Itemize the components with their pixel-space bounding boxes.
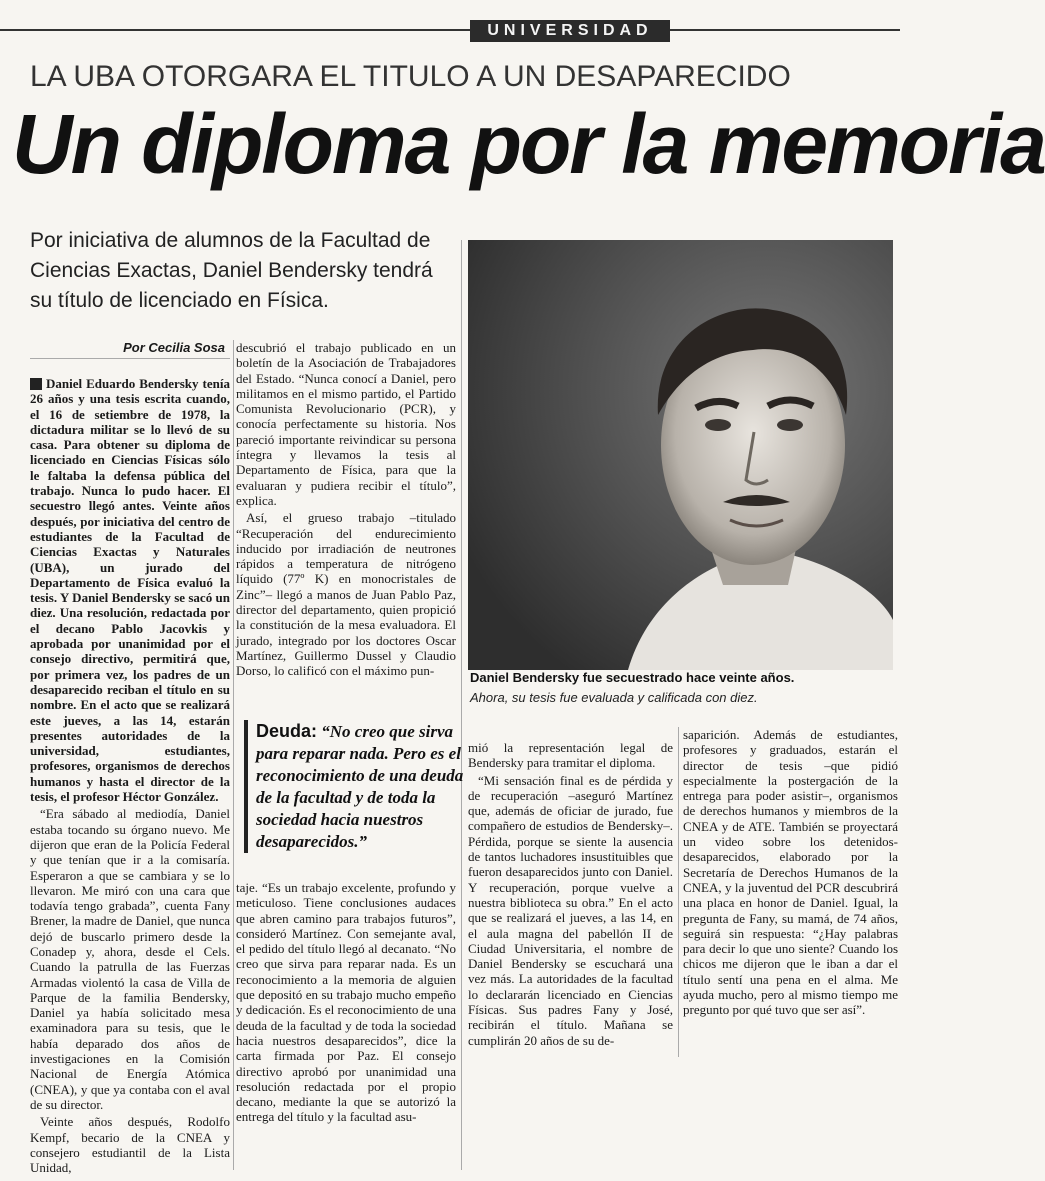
article-column-1 [30, 376, 230, 1177]
photo-subcaption: Ahora, su tesis fue evaluada y calificada con diez. [470, 690, 758, 705]
photo-caption: Daniel Bendersky fue secuestrado hace veinte años. [470, 670, 795, 685]
column-rule [233, 340, 234, 1170]
portrait-photo [468, 240, 893, 670]
column-rule [461, 240, 462, 1170]
article-column-3 [468, 740, 673, 1050]
article-column-2-continued [236, 880, 456, 1127]
headline: Un diploma por la memoria [12, 97, 1045, 191]
column-rule [678, 727, 679, 1057]
dropcap-block [30, 378, 42, 390]
paragraph: “Mi sensación final es de pérdida y de recuperación –aseguró Martínez que, además de oficiar de jurado, fue compañero de estudios de Bendersky–. Pérdida, porque se siente la ausencia de tantos luchadores insustituibles que fueron desaparecidos junto con Daniel. Y recuperación, porque vuelve a nuestra biblioteca su obra.” En el acto que se realizará el jueves, a las 14, en el aula magna del pabellón II de Ciudad Universitaria, el nombre de Daniel Bendersky se escuchará una vez más. La autoridades de la facultad lo declararán licenciado en Ciencias Físicas. Sus padres Fany y José, recibirán el título. Mañana se cumplirán 20 años de su de- [468, 772, 673, 1048]
section-tag: UNIVERSIDAD [470, 20, 670, 42]
paragraph: taje. “Es un trabajo excelente, profundo y meticuloso. Tiene conclusiones audaces que abren camino para trabajos futuros”, consideró Martínez. Con semejante aval, el pedido del título llegó al decanato. “No creo que sirva para reparar nada. Es un reconocimiento a la memoria de alguien que depositó en su trabajo mucho empeño y dedicación. Es el reconocimiento de una deuda de la facultad y de toda la sociedad hacia nuestros desaparecidos”, dice la carta firmada por Paz. El consejo directivo aprobó por unanimidad una resolución redactada por el propio decano, mediante la que se autorizó la entrega del título y la facultad asu- [236, 880, 456, 1125]
article-column-4 [683, 727, 898, 1020]
paragraph: mió la representación legal de Bendersky para tramitar el diploma. [468, 740, 673, 771]
byline: Por Cecilia Sosa [123, 340, 225, 355]
byline-rule [30, 358, 230, 359]
section-rule [0, 29, 900, 31]
portrait-figure [468, 240, 893, 670]
lead-text: Daniel Eduardo Bendersky tenía 26 años y una tesis escrita cuando, el 16 de setiembre de 1978, la dictadura militar se lo llevó de su casa. Para obtener su diploma de licenciado en Ciencias Físicas sólo le faltaba la defensa pública del trabajo. Nunca lo pudo hacer. El secuestro llegó antes. Veinte años después, por iniciativa del centro de estudiantes de la Facultad de Ciencias Exactas y Naturales (UBA), un jurado del Departamento de Física evaluó la tesis. Y Daniel Bendersky se sacó un diez. Una resolución, redactada por el decano Pablo Jacovkis y aprobada por unanimidad por el consejo directivo, permitirá que, por primera vez, los padres de un desaparecido reciban el título en su nombre. En el acto que se realizará este jueves, a las 14, estarán presentes autoridades de la universidad, estudiantes, profesores, organismos de derechos humanos y hasta el director de la tesis, el profesor Héctor González. [30, 376, 230, 805]
kicker: LA UBA OTORGARA EL TITULO A UN DESAPARECIDO [30, 60, 791, 93]
pull-quote-text: “No creo que sirva para reparar nada. Pero es el reconocimiento de una deuda de la facultad y de toda la sociedad hacia nuestros desaparecidos.” [256, 722, 464, 851]
article-column-2 [236, 340, 456, 681]
paragraph: descubrió el trabajo publicado en un boletín de la Asociación de Trabajadores del Estado. “Nunca conocí a Daniel, pero militamos en el mismo partido, el Partido Comunista Revolucionario (PCR), y conocía perfectamente su historia. Nos pareció importante reivindicar su persona íntegra y llevamos la tesis al Departamento de Física, para que la evaluaran y pudiera recibir el título”, explica. [236, 340, 456, 508]
paragraph: Veinte años después, Rodolfo Kempf, becario de la CNEA y consejero estudiantil de la Lista Unidad, [30, 1114, 230, 1176]
paragraph: “Era sábado al mediodía, Daniel estaba tocando su órgano nuevo. Me dijeron que eran de la Policía Federal y que tenían que ir a la comisaría. Esperaron a que se cambiara y se lo llevaron. Me miró con una cara que todavía tengo grabada”, cuenta Fany Brener, la madre de Daniel, que nunca dejó de buscarlo primero desde la Conadep y, ahora, desde el Cels. Cuando la patrulla de las Fuerzas Armadas violentó la casa de Villa de Parque de la familia Bendersky, Daniel ya había solicitado mesa examinadora para su tesis, que le había deparado dos años de investigaciones en la Comisión Nacional de Energía Atómica (CNEA), y que ya contaba con el aval de su director. [30, 806, 230, 1112]
subhead: Por iniciativa de alumnos de la Facultad de Ciencias Exactas, Daniel Bendersky tendrá su título de licenciado en Física. [30, 229, 433, 312]
paragraph: saparición. Además de estudiantes, profesores y graduados, estarán el director de tesis –que pidió especialmente la postergación de la entrega para poder asistir–, organismos de derechos humanos y miembros de la CNEA y de ATE. También se proyectará un video sobre los detenidos-desaparecidos, elaborado por la Secretaría de Derechos Humanos de la CNEA, y la juventud del PCR descubrirá una placa en honor de Daniel. Igual, la pregunta de Fany, su mamá, de 74 años, seguirá sin respuesta: “¿Hay palabras para decir lo que uno siente? Cuando los chicos me dijeron que le iban a dar el título sentí una pena en el alma. Me ayuda mucho, pero al mismo tiempo me pregunto por qué tuvo que ser así”. [683, 727, 898, 1018]
paragraph: Así, el grueso trabajo –titulado “Recuperación del endurecimiento inducido por irradiación de neutrones rápidos a temperatura de nitrógeno líquido (77º K) en monocristales de Zinc”– llegó a manos de Juan Pablo Paz, director del departamento, quien propició la constitución de la mesa evaluadora. El jurado, integrado por los doctores Oscar Martínez, Guillermo Dussel y Claudio Dorso, lo calificó con el máximo pun- [236, 510, 456, 679]
lead-paragraph [30, 376, 230, 804]
pull-quote [244, 720, 466, 853]
pull-quote-label: Deuda: [256, 721, 318, 741]
